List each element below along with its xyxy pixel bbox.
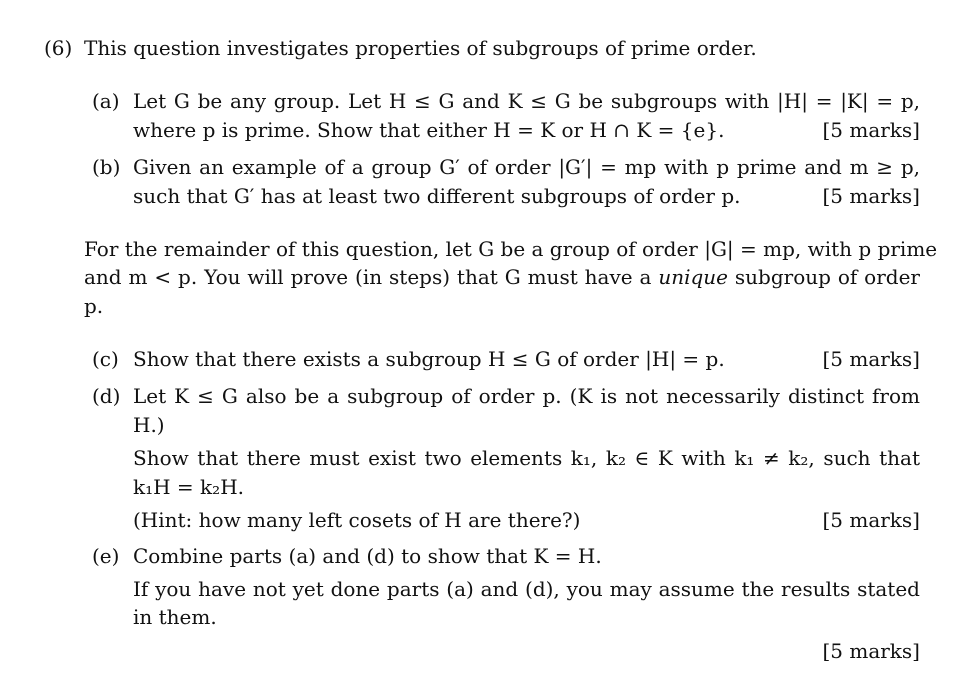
part-a-marks: [5 marks] xyxy=(822,118,920,142)
part-b-label: (b) xyxy=(92,155,121,179)
remainder-line2-pre: and m < p. You will prove (in steps) that G must have a xyxy=(84,265,659,289)
part-e-text-line3: in them. xyxy=(133,605,217,629)
question-number: (6) xyxy=(44,36,73,60)
part-d-text-line4: k₁H = k₂H. xyxy=(133,475,244,499)
part-d-marks: [5 marks] xyxy=(822,508,920,532)
part-b-text-line1: Given an example of a group G′ of order |G′| = mp with p prime and m ≥ p, xyxy=(133,155,920,179)
part-e-text-line1: Combine parts (a) and (d) to show that K = H. xyxy=(133,544,602,568)
part-d-text-line1: Let K ≤ G also be a subgroup of order p. (K is not necessarily distinct from xyxy=(133,384,920,408)
part-b-text-line2: such that G′ has at least two different subgroups of order p. xyxy=(133,184,741,208)
part-d-text-line3: Show that there must exist two elements k₁, k₂ ∈ K with k₁ ≠ k₂, such that xyxy=(133,446,920,470)
part-a-text-line2: where p is prime. Show that either H = K or H ∩ K = {e}. xyxy=(133,118,725,142)
part-a-text-line1: Let G be any group. Let H ≤ G and K ≤ G be subgroups with |H| = |K| = p, xyxy=(133,89,920,113)
part-d-hint: (Hint: how many left cosets of H are there?) xyxy=(133,508,581,532)
part-c-label: (c) xyxy=(92,347,119,371)
remainder-emphasis: unique xyxy=(658,265,728,289)
part-c-marks: [5 marks] xyxy=(822,347,920,371)
part-b-marks: [5 marks] xyxy=(822,184,920,208)
remainder-line3: p. xyxy=(84,294,104,318)
part-e-text-line2: If you have not yet done parts (a) and (d), you may assume the results stated xyxy=(133,577,920,601)
question-title: This question investigates properties of subgroups of prime order. xyxy=(84,36,757,60)
part-d-label: (d) xyxy=(92,384,121,408)
remainder-line1: For the remainder of this question, let G be a group of order |G| = mp, with p prime xyxy=(84,237,938,261)
part-a-label: (a) xyxy=(92,89,120,113)
part-c-text: Show that there exists a subgroup H ≤ G of order |H| = p. xyxy=(133,347,725,371)
part-e-marks: [5 marks] xyxy=(822,639,920,663)
part-e-label: (e) xyxy=(92,544,120,568)
remainder-line2-post: subgroup of order xyxy=(728,265,920,289)
part-d-text-line2: H.) xyxy=(133,413,165,437)
remainder-line2 xyxy=(84,263,920,291)
